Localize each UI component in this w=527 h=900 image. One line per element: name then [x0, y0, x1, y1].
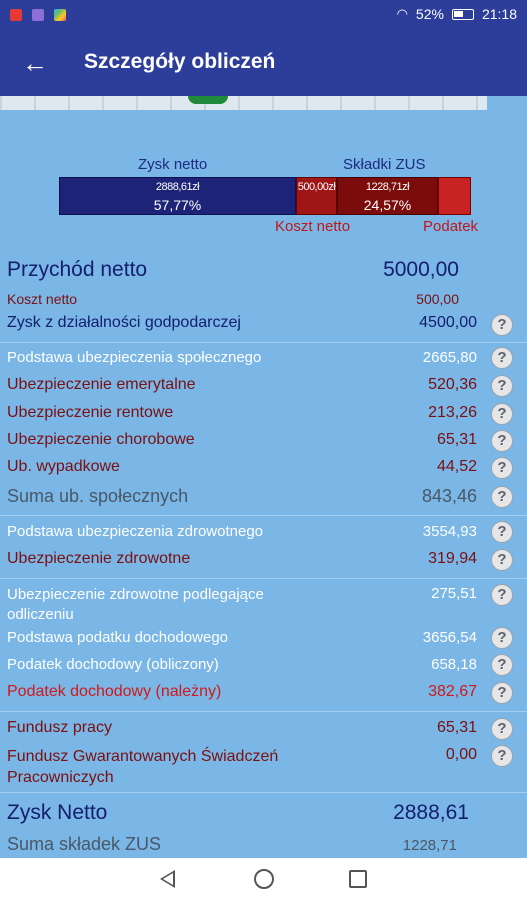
row-business-income-value: 4500,00	[419, 314, 477, 331]
chart-bar-tax	[438, 177, 471, 215]
question-icon[interactable]: ?	[491, 627, 513, 649]
divider	[0, 342, 527, 343]
question-icon[interactable]: ?	[491, 718, 513, 740]
row-accident-value: 44,52	[436, 458, 477, 475]
row-tax-base-value: 3656,54	[422, 629, 477, 646]
banner-image	[0, 96, 487, 110]
play-store-icon	[54, 9, 66, 21]
divider	[0, 578, 527, 579]
chart-bar-profit-percent: 57,77%	[153, 197, 202, 213]
circle-home-icon[interactable]	[254, 869, 274, 889]
question-icon[interactable]: ?	[491, 403, 513, 425]
question-icon[interactable]: ?	[491, 486, 513, 508]
question-icon[interactable]: ?	[491, 745, 513, 767]
row-tax-calculated-label: Podatek dochodowy (obliczony)	[7, 656, 219, 673]
question-icon[interactable]: ?	[491, 682, 513, 704]
question-icon[interactable]: ?	[491, 654, 513, 676]
chart-bar-cost	[296, 177, 337, 215]
chart-bar-profit-amount: 2888,61zł	[155, 181, 200, 193]
row-social-base-label: Podstawa ubezpieczenia społecznego	[7, 349, 262, 366]
clock: 21:18	[481, 6, 517, 22]
row-social-sum-value: 843,46	[421, 486, 477, 506]
row-zus-sum-value: 1228,71	[402, 837, 457, 854]
row-health-base-label: Podstawa ubezpieczenia zdrowotnego	[7, 523, 264, 540]
battery-percent: 52%	[415, 6, 444, 22]
row-fgsp-label: Fundusz Gwarantowanych Świadczeń Pracowniczych	[7, 748, 279, 786]
row-social-base-value: 2665,80	[422, 349, 477, 366]
question-icon[interactable]: ?	[491, 457, 513, 479]
divider	[0, 515, 527, 516]
arrow-left-icon[interactable]: ←	[22, 48, 48, 78]
page-title: Szczegóły obliczeń	[84, 50, 276, 73]
triangle-back-icon[interactable]	[160, 870, 175, 888]
youtube-icon	[10, 9, 22, 21]
row-revenue-label: Przychód netto	[7, 258, 148, 281]
chart-label-tax: Podatek	[423, 218, 479, 235]
row-accident-label: Ub. wypadkowe	[7, 458, 120, 475]
square-recent-icon[interactable]	[349, 870, 367, 888]
row-tax-due-label: Podatek dochodowy (należny)	[7, 683, 222, 700]
chart-label-profit: Zysk netto	[138, 156, 208, 173]
chart-bar-zus	[337, 177, 438, 215]
row-net-profit-label: Zysk Netto	[7, 801, 108, 824]
question-icon[interactable]: ?	[491, 430, 513, 452]
row-disability-label: Ubezpieczenie rentowe	[7, 404, 174, 421]
row-tax-base-label: Podstawa podatku dochodowego	[7, 629, 229, 646]
status-bar	[0, 0, 527, 30]
app-bar	[0, 30, 527, 96]
chart-bar-zus-percent: 24,57%	[363, 197, 412, 213]
row-sickness-label: Ubezpieczenie chorobowe	[7, 431, 195, 448]
row-tax-due-value: 382,67	[428, 683, 477, 700]
row-health-deductible-value: 275,51	[431, 585, 477, 602]
row-health-base-value: 3554,93	[422, 523, 477, 540]
row-social-sum-label: Suma ub. społecznych	[7, 486, 189, 506]
question-icon[interactable]: ?	[491, 549, 513, 571]
row-net-profit-value: 2888,61	[393, 801, 469, 824]
question-icon[interactable]: ?	[491, 314, 513, 336]
wifi-icon: ◠	[396, 6, 408, 21]
row-fgsp-value: 0,00	[445, 746, 477, 763]
divider	[0, 711, 527, 712]
question-icon[interactable]: ?	[491, 584, 513, 606]
chart-bar-zus-amount: 1228,71zł	[365, 181, 410, 193]
row-cost-value: 500,00	[416, 291, 459, 307]
row-health-label: Ubezpieczenie zdrowotne	[7, 550, 191, 567]
row-disability-value: 213,26	[428, 404, 477, 421]
row-business-income-label: Zysk z działalności godpodarczej	[7, 314, 241, 331]
system-navigation-bar	[0, 858, 527, 900]
row-labor-fund-value: 65,31	[436, 719, 477, 736]
chart-bar-profit	[59, 177, 296, 215]
row-revenue-value: 5000,00	[383, 258, 459, 281]
row-cost-label: Koszt netto	[7, 291, 78, 307]
chart-label-cost: Koszt netto	[275, 218, 351, 235]
row-labor-fund-label: Fundusz pracy	[7, 719, 112, 736]
row-health-value: 319,94	[428, 550, 477, 567]
question-icon[interactable]: ?	[491, 347, 513, 369]
question-icon[interactable]: ?	[491, 521, 513, 543]
row-health-deductible-label: Ubezpieczenie zdrowotne podlegające odliczeniu	[7, 586, 264, 623]
divider	[0, 792, 527, 793]
chart-bar-cost-amount: 500,00zł	[297, 181, 336, 193]
row-pension-value: 520,36	[428, 376, 477, 393]
app-notification-icon	[32, 9, 44, 21]
chart-label-zus: Składki ZUS	[343, 156, 426, 173]
row-tax-calculated-value: 658,18	[431, 656, 477, 673]
question-icon[interactable]: ?	[491, 375, 513, 397]
row-sickness-value: 65,31	[436, 431, 477, 448]
row-zus-sum-label: Suma składek ZUS	[7, 834, 162, 854]
row-pension-label: Ubezpieczenie emerytalne	[7, 376, 196, 393]
battery-icon	[452, 9, 474, 20]
